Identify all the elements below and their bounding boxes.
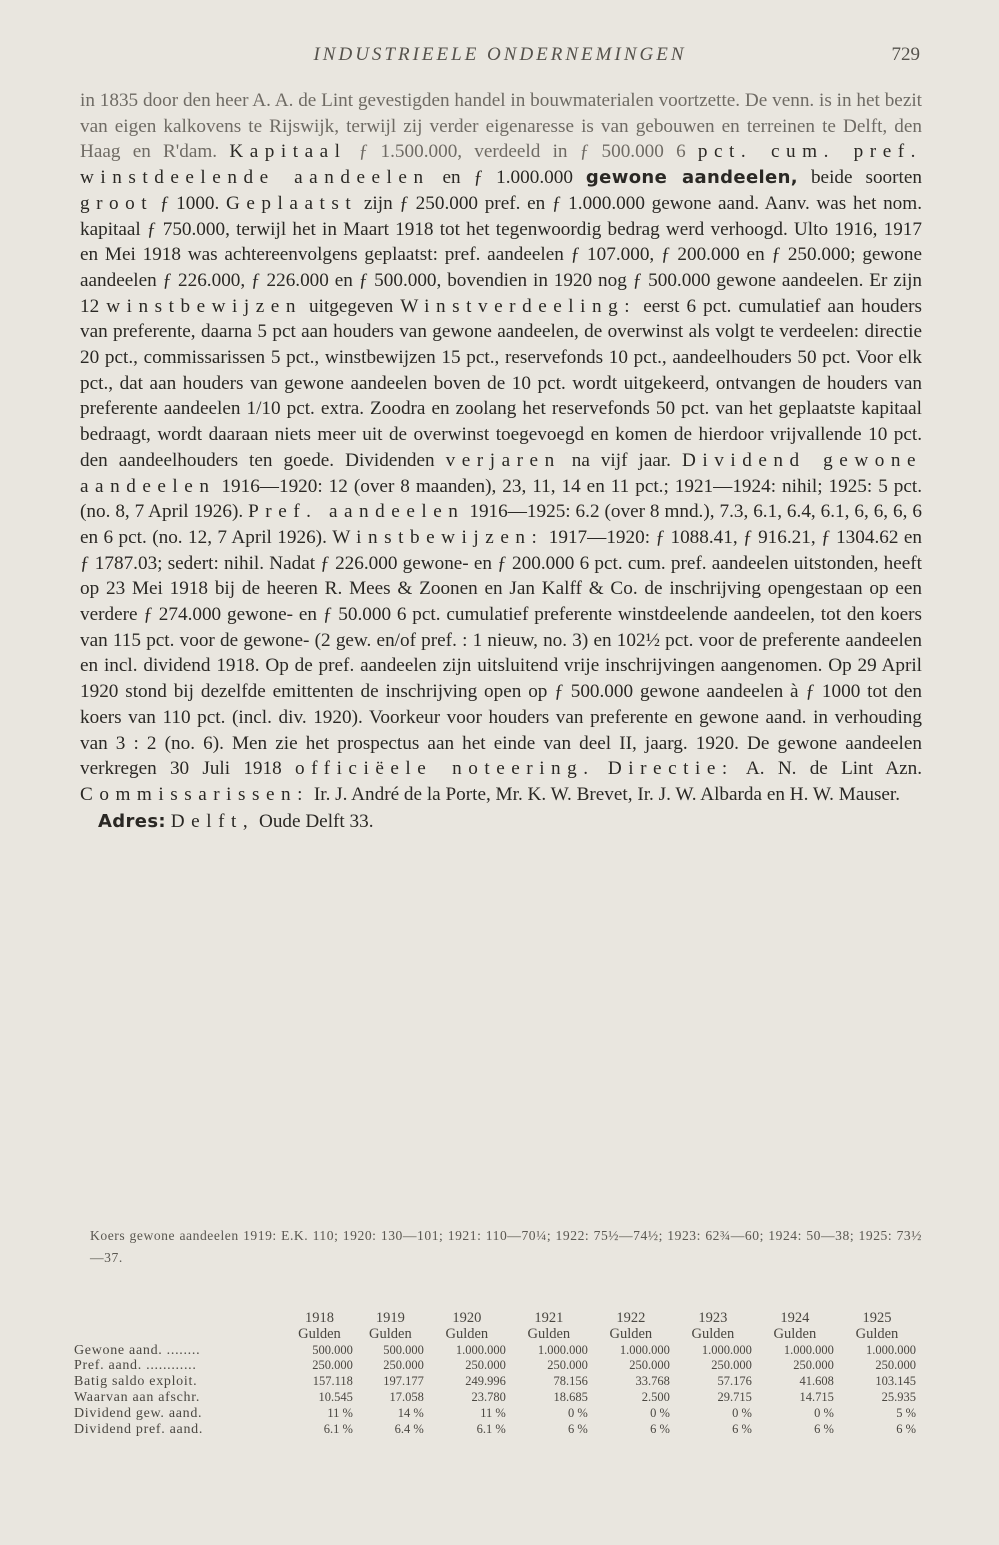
table-cell: 10.545 (318, 1389, 353, 1404)
table-cell: 250.000 (793, 1358, 834, 1373)
unit-header: Gulden (691, 1325, 735, 1342)
table-cell: 6 % (732, 1421, 752, 1436)
text-run: en ƒ 1.000.000 (429, 167, 586, 189)
row-label: Dividend pref. aand. (74, 1421, 204, 1437)
unit-header: Gulden (445, 1325, 489, 1342)
unit-header: Gulden (369, 1325, 412, 1342)
table-cell: 6 % (814, 1421, 834, 1436)
text-run: uitgegeven (301, 295, 401, 317)
text-run: na vijf jaar. (560, 449, 682, 471)
text-run: A. N. de Lint Azn. (733, 758, 922, 780)
table-cell: 17.058 (389, 1389, 424, 1404)
table-cell: 197.177 (383, 1374, 424, 1389)
body-paragraph (80, 88, 922, 808)
table-cell: 29.715 (717, 1389, 752, 1404)
text-run: 1916—1920: 12 (over 8 maanden), 23, 11, 14 en 11 pct.; 1921—1924: nihil; 1925: 5 pct. (no. 8, 7 April 1926). (80, 475, 922, 523)
spaced-term: Commissarissen: (80, 783, 310, 805)
text-run: ƒ 1.500.000, verdeeld in ƒ 500.000 6 (346, 141, 698, 163)
row-label: Gewone aand. ........ (74, 1342, 201, 1358)
page-number: 729 (891, 44, 920, 65)
table-cell: 250.000 (547, 1358, 588, 1373)
table-cell: 0 % (650, 1405, 670, 1420)
spaced-term: groot (80, 192, 154, 214)
table-row (72, 1422, 918, 1438)
unit-header: Gulden (773, 1325, 817, 1342)
spaced-term: Winstverdeeling: (400, 295, 637, 317)
text-run: zijn ƒ 250.000 pref. en ƒ 1.000.000 gewone aand. Aanv. was het nom. kapitaal ƒ 750.000, terwijl het in Maart 1918 tot het tegenwoordig bedrag werd verhoogd. Ulto 1916, 1917 en Mei 1918 was achtereenvolgens geplaatst: pref. aandeelen ƒ 107.000, ƒ 200.000 en ƒ 250.000; gewone aandeelen ƒ 226.000, ƒ 226.000 en ƒ 500.000, bovendien in 1920 nog ƒ 500.000 gewone aandeelen. Er zijn 12 (80, 192, 923, 317)
year-header: 1920 (452, 1310, 482, 1326)
address-line (80, 809, 922, 835)
spaced-term: officiëele noteering. (294, 758, 595, 780)
text-run: in 1835 door den heer A. A. de Lint gevestigden handel in bouwmaterialen voortzette. De venn. is in het bezit van eigen kalkovens te Rijswijk, terwijl zij verder eigenaresse is van gebouwen en terreinen te Delft, den Haag en R'dam. (80, 90, 922, 163)
spaced-term: Directie: (607, 758, 734, 780)
table-cell: 41.608 (799, 1374, 834, 1389)
table-cell: 250.000 (629, 1358, 670, 1373)
table-cell: 14 % (397, 1405, 424, 1420)
text-run (595, 758, 608, 779)
table-cell: 0 % (568, 1405, 588, 1420)
table-cell: 78.156 (553, 1374, 588, 1389)
unit-header: Gulden (298, 1325, 341, 1342)
table-cell: 57.176 (717, 1374, 752, 1389)
table-cell: 33.768 (635, 1374, 670, 1389)
year-header: 1923 (698, 1310, 728, 1326)
row-label: Dividend gew. aand. (74, 1405, 203, 1421)
unit-header: Gulden (855, 1325, 899, 1342)
table-cell: 14.715 (799, 1389, 834, 1404)
financial-table-body (72, 1343, 918, 1438)
table-cell: 6.4 % (394, 1421, 424, 1436)
table-cell: 250.000 (383, 1358, 424, 1373)
unit-header: Gulden (527, 1325, 571, 1342)
table-cell: 11 % (327, 1405, 353, 1420)
year-header: 1922 (616, 1310, 646, 1326)
label-header (72, 1311, 284, 1327)
row-label: Batig saldo exploit. (74, 1374, 198, 1390)
row-label: Waarvan aan afschr. (74, 1389, 201, 1405)
table-cell: 103.145 (875, 1374, 916, 1389)
table-row (72, 1406, 918, 1422)
table-cell: 5 % (896, 1405, 916, 1420)
address-city: Delft, (170, 810, 255, 832)
table-cell: 500.000 (383, 1342, 424, 1357)
table-cell: 1.000.000 (537, 1342, 588, 1357)
table-cell: 157.118 (312, 1374, 353, 1389)
table-cell: 1.000.000 (455, 1342, 506, 1357)
spaced-term: Dividend gewone aandeelen (80, 449, 922, 497)
table-cell: 250.000 (465, 1358, 506, 1373)
year-header: 1924 (780, 1310, 810, 1326)
year-header: 1919 (375, 1310, 405, 1326)
address-street: Oude Delft 33. (254, 810, 374, 832)
table-cell: 250.000 (875, 1358, 916, 1373)
spaced-term: verjaren (445, 449, 561, 471)
table-row (72, 1390, 918, 1406)
table-cell: 18.685 (553, 1389, 588, 1404)
text-run: ƒ 1000. (153, 192, 226, 214)
table-cell: 1.000.000 (783, 1342, 834, 1357)
year-header-row (72, 1311, 918, 1327)
table-cell: 249.996 (465, 1374, 506, 1389)
spaced-term: Pref. aandeelen (248, 501, 465, 523)
unit-header: Gulden (609, 1325, 653, 1342)
table-cell: 6.1 % (323, 1421, 353, 1436)
bold-term: gewone aandeelen, (585, 167, 798, 189)
table-cell: 1.000.000 (866, 1342, 916, 1357)
table-row (72, 1343, 918, 1359)
address-label: Adres: (98, 810, 166, 832)
table-cell: 250.000 (312, 1358, 353, 1373)
text-run: beide soorten (798, 167, 922, 189)
table-cell: 500.000 (312, 1342, 353, 1357)
table-cell: 6.1 % (476, 1421, 506, 1436)
spaced-term: Kapitaal (229, 141, 347, 163)
year-header: 1921 (534, 1310, 564, 1326)
koers-text: Koers gewone aandeelen 1919: E.K. 110; 1920: 130—101; 1921: 110—70¼; 1922: 75½—74½; 1923: 62¾—60; 1924: 50—38; 1925: 73½—37. (90, 1228, 922, 1265)
table-cell: 6 % (650, 1421, 670, 1436)
table-cell: 25.935 (881, 1389, 916, 1404)
spaced-term: Winstbewijzen: (332, 526, 544, 548)
text-run: Ir. J. André de la Porte, Mr. K. W. Brevet, Ir. J. W. Albarda en H. W. Mauser. (309, 783, 901, 805)
text-run: 1916—1925: 6.2 (over 8 mnd.), 7.3, 6.1, 6.4, 6.1, 6, 6, 6, 6 en 6 pct. (no. 12, 7 April 1926). (80, 501, 922, 548)
table-row (72, 1374, 918, 1390)
table-cell: 23.780 (471, 1389, 506, 1404)
spaced-term: pct. cum. pref. winstdeelende aandeelen (80, 141, 922, 189)
year-header: 1925 (862, 1310, 892, 1326)
financial-table (72, 1311, 918, 1437)
share-price-note (90, 1225, 922, 1269)
company-description (80, 88, 922, 834)
unit-header-row (72, 1327, 918, 1343)
table-cell: 2.500 (641, 1389, 670, 1404)
table-cell: 0 % (732, 1405, 752, 1420)
label-header (72, 1327, 284, 1343)
running-head: INDUSTRIEELE ONDERNEMINGEN (313, 44, 687, 65)
table-cell: 250.000 (711, 1358, 752, 1373)
year-header: 1918 (304, 1310, 334, 1326)
table-cell: 1.000.000 (701, 1342, 752, 1357)
table-cell: 6 % (568, 1421, 588, 1436)
table-row (72, 1358, 918, 1374)
spaced-term: Geplaatst (226, 192, 358, 214)
row-label: Pref. aand. ............ (74, 1358, 197, 1374)
text-run: eerst 6 pct. cumulatief aan houders van preferente, daarna 5 pct aan houders van gewone aandeelen, de overwinst als volgt te verdeelen: directie 20 pct., commissarissen 5 pct., winstbewijzen 15 pct., reservefonds 10 pct., aandeelhouders 50 pct. Voor elk pct., dat aan houders van gewone aandeelen boven de 10 pct. wordt uitgekeerd, ontvangen de houders van preferente aandeelen 1/10 pct. extra. Zoodra en zoolang het reservefonds 50 pct. van het geplaatste kapitaal bedraagt, wordt daaraan niets meer uit de overwinst toegevoegd en komen de hierdoor vrijvallende 10 pct. den aandeelhouders ten goede. Dividenden (80, 295, 923, 471)
text-run: 1917—1920: ƒ 1088.41, ƒ 916.21, ƒ 1304.62 en ƒ 1787.03; sedert: nihil. Nadat ƒ 226.000 gewone- en ƒ 200.000 6 pct. cum. pref. aandeelen uitstonden, heeft op 23 Mei 1918 bij de heeren R. Mees & Zoonen en Jan Kalff & Co. de inschrijving opengestaan op een verdere ƒ 274.000 gewone- en ƒ 50.000 6 pct. cumulatief preferente winstdeelende aandeelen, tot den koers van 115 pct. voor de gewone- (2 gew. en/of pref. : 1 nieuw, no. 3) en 102½ pct. voor de preferente aandeelen en incl. dividend 1918. Op de pref. aandeelen zijn uitsluitend vrije inschrijvingen aangenomen. Op 29 April 1920 stond bij dezelfde emittenten de inschrijving open op ƒ 500.000 gewone aandeelen à ƒ 1000 tot den koers van 110 pct. (incl. div. 1920). Voorkeur voor houders van preferente en gewone aand. in verhouding van 3 : 2 (no. 6). Men zie het prospectus aan het einde van deel II, jaarg. 1920. De gewone aandeelen verkregen 30 Juli 1918 (80, 526, 922, 780)
table-cell: 1.000.000 (619, 1342, 670, 1357)
table-cell: 11 % (480, 1405, 506, 1420)
table-cell: 0 % (814, 1405, 834, 1420)
page-header (80, 44, 920, 74)
table-cell: 6 % (896, 1421, 916, 1436)
spaced-term: winstbewijzen (106, 295, 302, 317)
